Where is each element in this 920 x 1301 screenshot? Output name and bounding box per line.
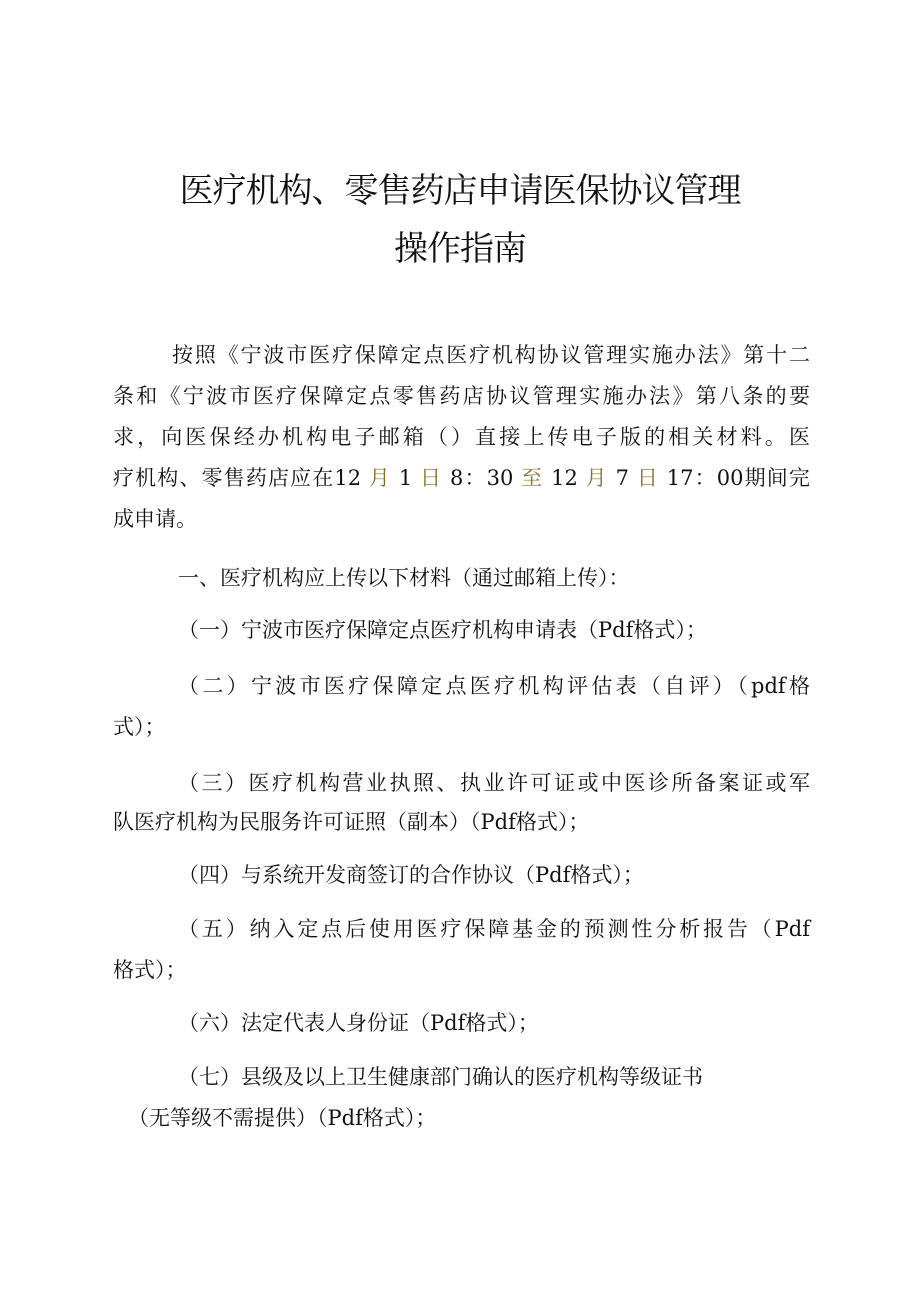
list-item: （七）县级及以上卫生健康部门确认的医疗机构等级证书 bbox=[178, 1065, 703, 1089]
intro-line: 条和《宁波市医疗保障定点零售药店协议管理实施办法》第八条的要 bbox=[113, 384, 810, 408]
list-item-continuation: 格式）； bbox=[113, 958, 187, 982]
intro-line: 按照《宁波市医疗保障定点医疗机构协议管理实施办法》第十二 bbox=[172, 343, 810, 367]
list-item: （五）纳入定点后使用医疗保障基金的预测性分析报告（Pdf bbox=[178, 917, 810, 941]
highlighted-text: 日 bbox=[420, 466, 443, 490]
document-title-line-2: 操作指南 bbox=[394, 229, 526, 269]
list-item: （一）宁波市医疗保障定点医疗机构申请表（Pdf格式）； bbox=[178, 618, 707, 642]
highlighted-text: 日 bbox=[636, 466, 659, 490]
list-item: （三）医疗机构营业执照、执业许可证或中医诊所备案证或军 bbox=[178, 771, 810, 795]
intro-line: 求，向医保经办机构电子邮箱（）直接上传电子版的相关材料。医 bbox=[113, 425, 810, 449]
text: 17：00期间完 bbox=[666, 466, 810, 490]
intro-line: 成申请。 bbox=[113, 507, 197, 531]
highlighted-text: 月 bbox=[368, 466, 392, 490]
list-item-continuation: 队医疗机构为民服务许可证照（副本）（Pdf格式）； bbox=[113, 810, 590, 834]
text: 疗机构、零售药店应在12 bbox=[113, 466, 362, 490]
list-item: （六）法定代表人身份证（Pdf格式）； bbox=[178, 1011, 539, 1035]
list-item-continuation: 式）； bbox=[113, 715, 166, 739]
text: 8：30 bbox=[450, 466, 514, 490]
highlighted-text: 至 bbox=[521, 466, 544, 490]
list-item-continuation: （无等级不需提供）（Pdf格式）； bbox=[128, 1106, 437, 1130]
text: 12 bbox=[551, 466, 578, 490]
section-heading: 一、医疗机构应上传以下材料（通过邮箱上传）： bbox=[178, 566, 630, 590]
document-title-line-1: 医疗机构、零售药店申请医保协议管理 bbox=[179, 171, 741, 211]
list-item: （四）与系统开发商签订的合作协议（Pdf格式）； bbox=[178, 863, 644, 887]
list-item: （二）宁波市医疗保障定点医疗机构评估表（自评）（pdf格 bbox=[178, 674, 810, 698]
highlighted-text: 月 bbox=[585, 466, 608, 490]
text: 7 bbox=[615, 466, 629, 490]
intro-line-dates bbox=[113, 463, 810, 493]
text: 1 bbox=[398, 466, 413, 490]
